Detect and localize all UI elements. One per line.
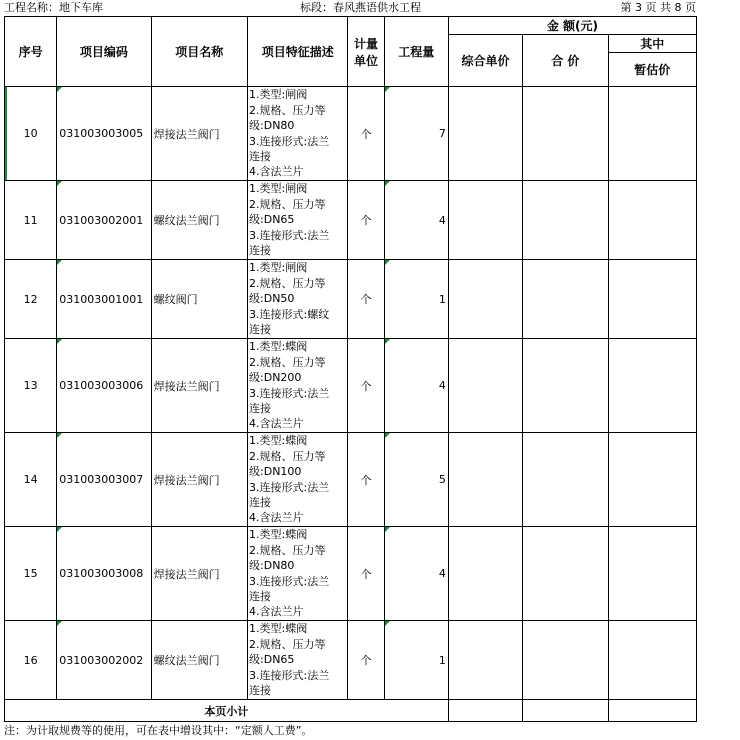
- sheet-header-bar: [0, 0, 698, 16]
- code-cell[interactable]: 031003003006: [57, 339, 151, 433]
- seq-cell[interactable]: 10: [5, 87, 57, 181]
- desc-line: 连接: [249, 244, 272, 258]
- desc-line: 级:DN80: [249, 119, 295, 133]
- provisional-cell[interactable]: [608, 87, 696, 181]
- desc-line: 连接: [249, 149, 272, 163]
- provisional-cell[interactable]: [608, 621, 696, 700]
- unit-cell[interactable]: 个: [348, 621, 384, 700]
- subtotal-provisional-cell[interactable]: [608, 700, 696, 722]
- desc-line: 2.规格、压力等: [249, 197, 326, 211]
- code-cell[interactable]: 031003003008: [57, 527, 151, 621]
- header-unit-label: 计量 单位: [354, 36, 379, 68]
- qty-cell[interactable]: 7: [384, 87, 448, 181]
- name-cell[interactable]: 焊接法兰阀门: [151, 433, 247, 527]
- total-price-cell[interactable]: [523, 339, 608, 433]
- desc-line: 1.类型:闸阀: [249, 182, 308, 196]
- total-price-cell[interactable]: [523, 87, 608, 181]
- subtotal-label[interactable]: 本页小计: [5, 700, 449, 722]
- subtotal-row: [5, 700, 697, 722]
- desc-line: 连接: [249, 401, 272, 415]
- unit-cell[interactable]: 个: [348, 433, 384, 527]
- composite-price-cell[interactable]: [448, 181, 522, 260]
- desc-cell[interactable]: [248, 621, 348, 700]
- desc-line: 1.类型:蝶阀: [249, 622, 308, 636]
- header-desc[interactable]: 项目特征描述: [248, 17, 348, 87]
- section-name: 标段：春风燕语供水工程: [300, 1, 421, 14]
- table-row: [5, 260, 697, 339]
- table-row: [5, 621, 697, 700]
- unit-cell[interactable]: 个: [348, 181, 384, 260]
- qty-cell[interactable]: 4: [384, 181, 448, 260]
- desc-line: 连接: [249, 589, 272, 603]
- total-price-cell[interactable]: [523, 527, 608, 621]
- header-provisional[interactable]: 暂估价: [608, 53, 696, 87]
- qty-cell[interactable]: 1: [384, 260, 448, 339]
- desc-line: 3.连接形式:法兰: [249, 134, 330, 148]
- desc-line: 4.含法兰片: [249, 605, 304, 619]
- seq-cell[interactable]: 12: [5, 260, 57, 339]
- page-info: 第 3 页 共 8 页: [620, 1, 696, 14]
- unit-cell[interactable]: 个: [348, 339, 384, 433]
- desc-line: 级:DN100: [249, 465, 302, 479]
- header-amount[interactable]: 金 额(元): [448, 17, 696, 35]
- desc-line: 3.连接形式:法兰: [249, 228, 330, 242]
- desc-line: 连接: [249, 684, 272, 698]
- desc-line: 级:DN50: [249, 292, 295, 306]
- header-name[interactable]: 项目名称: [151, 17, 247, 87]
- subtotal-composite-cell[interactable]: [448, 700, 522, 722]
- provisional-cell[interactable]: [608, 527, 696, 621]
- code-cell[interactable]: 031003002002: [57, 621, 151, 700]
- seq-cell[interactable]: 16: [5, 621, 57, 700]
- desc-line: 级:DN65: [249, 213, 295, 227]
- table-row: [5, 339, 697, 433]
- table-row: [5, 181, 697, 260]
- subtotal-total-cell[interactable]: [523, 700, 608, 722]
- header-of-which[interactable]: 其中: [608, 35, 696, 53]
- provisional-cell[interactable]: [608, 181, 696, 260]
- table-row: [5, 87, 697, 181]
- header-code[interactable]: 项目编码: [57, 17, 151, 87]
- name-cell[interactable]: 螺纹法兰阀门: [151, 621, 247, 700]
- desc-cell[interactable]: [248, 87, 348, 181]
- table-row: [5, 527, 697, 621]
- composite-price-cell[interactable]: [448, 339, 522, 433]
- header-seq[interactable]: 序号: [5, 17, 57, 87]
- total-price-cell[interactable]: [523, 260, 608, 339]
- total-price-cell[interactable]: [523, 433, 608, 527]
- composite-price-cell[interactable]: [448, 527, 522, 621]
- header-unit[interactable]: [348, 17, 384, 87]
- desc-line: 3.连接形式:法兰: [249, 480, 330, 494]
- provisional-cell[interactable]: [608, 260, 696, 339]
- composite-price-cell[interactable]: [448, 260, 522, 339]
- qty-cell[interactable]: 5: [384, 433, 448, 527]
- desc-line: 3.连接形式:法兰: [249, 668, 330, 682]
- composite-price-cell[interactable]: [448, 433, 522, 527]
- unit-cell[interactable]: 个: [348, 527, 384, 621]
- seq-cell[interactable]: 14: [5, 433, 57, 527]
- total-price-cell[interactable]: [523, 181, 608, 260]
- desc-line: 4.含法兰片: [249, 165, 304, 179]
- desc-cell[interactable]: [248, 433, 348, 527]
- desc-line: 2.规格、压力等: [249, 355, 326, 369]
- desc-line: 1.类型:蝶阀: [249, 434, 308, 448]
- name-cell[interactable]: 螺纹法兰阀门: [151, 181, 247, 260]
- composite-price-cell[interactable]: [448, 87, 522, 181]
- unit-cell[interactable]: 个: [348, 260, 384, 339]
- desc-line: 1.类型:闸阀: [249, 261, 308, 275]
- header-total-price[interactable]: 合 价: [523, 35, 608, 87]
- name-cell[interactable]: 焊接法兰阀门: [151, 87, 247, 181]
- seq-cell[interactable]: 11: [5, 181, 57, 260]
- desc-line: 1.类型:闸阀: [249, 88, 308, 102]
- desc-line: 级:DN80: [249, 559, 295, 573]
- desc-line: 级:DN200: [249, 371, 302, 385]
- desc-line: 2.规格、压力等: [249, 449, 326, 463]
- seq-cell[interactable]: 15: [5, 527, 57, 621]
- code-cell[interactable]: 031003001001: [57, 260, 151, 339]
- unit-cell[interactable]: 个: [348, 87, 384, 181]
- desc-line: 2.规格、压力等: [249, 637, 326, 651]
- footnote: 注：为计取规费等的使用，可在表中增设其中：“定额人工费”。: [4, 724, 313, 737]
- qty-cell[interactable]: 1: [384, 621, 448, 700]
- desc-line: 4.含法兰片: [249, 511, 304, 525]
- qty-cell[interactable]: 4: [384, 527, 448, 621]
- code-cell[interactable]: 031003003005: [57, 87, 151, 181]
- qty-cell[interactable]: 4: [384, 339, 448, 433]
- desc-line: 1.类型:蝶阀: [249, 528, 308, 542]
- desc-cell[interactable]: [248, 181, 348, 260]
- desc-line: 4.含法兰片: [249, 417, 304, 431]
- table-row: [5, 433, 697, 527]
- name-cell[interactable]: 焊接法兰阀门: [151, 527, 247, 621]
- header-qty[interactable]: 工程量: [384, 17, 448, 87]
- composite-price-cell[interactable]: [448, 621, 522, 700]
- desc-line: 2.规格、压力等: [249, 276, 326, 290]
- desc-cell[interactable]: [248, 339, 348, 433]
- desc-line: 1.类型:蝶阀: [249, 340, 308, 354]
- bill-of-quantities-table: [4, 16, 697, 722]
- code-cell[interactable]: 031003003007: [57, 433, 151, 527]
- desc-line: 连接: [249, 323, 272, 337]
- desc-line: 3.连接形式:螺纹: [249, 307, 330, 321]
- desc-line: 2.规格、压力等: [249, 543, 326, 557]
- name-cell[interactable]: 焊接法兰阀门: [151, 339, 247, 433]
- desc-line: 2.规格、压力等: [249, 103, 326, 117]
- project-name: 工程名称：地下车库: [4, 1, 103, 14]
- desc-line: 连接: [249, 495, 272, 509]
- desc-line: 3.连接形式:法兰: [249, 574, 330, 588]
- name-cell[interactable]: 螺纹阀门: [151, 260, 247, 339]
- desc-cell[interactable]: [248, 527, 348, 621]
- code-cell[interactable]: 031003002001: [57, 181, 151, 260]
- total-price-cell[interactable]: [523, 621, 608, 700]
- provisional-cell[interactable]: [608, 339, 696, 433]
- desc-cell[interactable]: [248, 260, 348, 339]
- desc-line: 3.连接形式:法兰: [249, 386, 330, 400]
- provisional-cell[interactable]: [608, 433, 696, 527]
- seq-cell[interactable]: 13: [5, 339, 57, 433]
- desc-line: 级:DN65: [249, 653, 295, 667]
- header-composite-price[interactable]: 综合单价: [448, 35, 522, 87]
